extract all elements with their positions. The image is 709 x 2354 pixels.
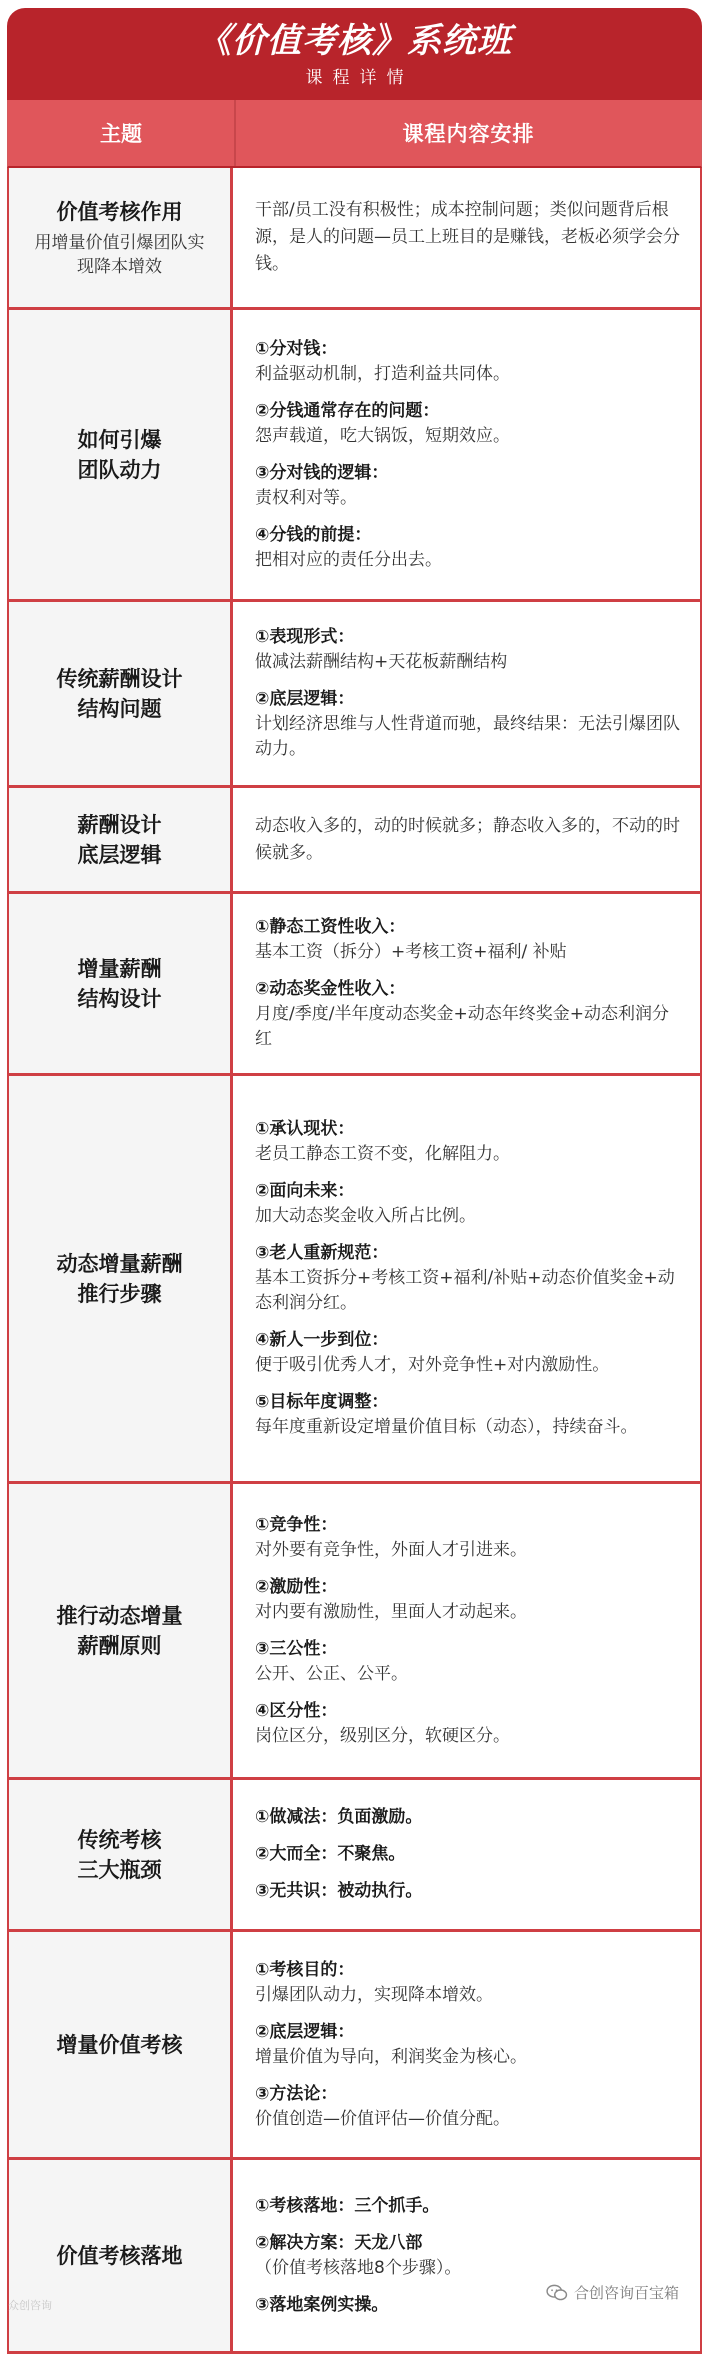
table-row [9,1780,700,1932]
content-item [255,2020,684,2070]
content-item [255,1842,684,1867]
topic-title: 价值考核落地 [56,2243,183,2268]
content-item-desc: 岗位区分，级别区分，软硬区分。 [255,1725,510,1746]
topic-title: 传统薪酬设计结构问题 [56,666,183,721]
content-text: 干部/员工没有积极性；成本控制问题；类似问题背后根源，是人的问题—员工上班目的是赚钱，老板必须学会分钱。 [255,200,680,274]
topic-cell [9,310,233,599]
topic-title: 增量价值考核 [56,2032,183,2057]
content-item [255,461,684,511]
content-item [255,1575,684,1625]
content-cell [233,788,700,891]
content-item-desc: 引爆团队动力，实现降本增效。 [255,1984,493,2005]
content-cell [233,310,700,599]
content-item-title: ③老人重新规范： [255,1243,389,1263]
table-row [9,788,700,894]
content-item-desc: 对内要有激励性，里面人才动起来。 [255,1601,527,1622]
content-item-desc: 月度/季度/半年度动态奖金+动态年终奖金+动态利润分红 [255,1004,669,1049]
content-text: 动态收入多的，动的时候就多；静态收入多的，不动的时候就多。 [255,815,680,863]
topic-title: 价值考核作用 [56,199,183,224]
content-item-title: ③三公性： [255,1638,338,1659]
content-item-title: ②解决方案：天龙八部 [255,2232,423,2253]
content-item-title: ②激励性： [255,1576,338,1597]
content-item [255,2082,684,2132]
content-item-desc: 计划经济思维与人性背道而驰，最终结果：无法引爆团队动力。 [255,714,680,759]
content-item [255,523,684,573]
content-item-desc: 老员工静态工资不变，化解阻力。 [255,1144,510,1164]
content-cell [233,602,700,785]
topic-title: 增量薪酬结构设计 [77,956,162,1011]
content-item-desc: 基本工资（拆分）+考核工资+福利/ 补贴 [255,942,567,962]
content-item-desc: 怨声载道，吃大锅饭，短期效应。 [255,425,510,446]
watermark-right [546,2282,679,2303]
page-title: 《价值考核》系统班 [197,21,512,61]
topic-title: 推行动态增量薪酬原则 [56,1603,183,1658]
content-item-title: ②底层逻辑： [255,689,355,709]
table-row [9,602,700,788]
content-cell [233,894,700,1073]
content-item-title: ⑤目标年度调整： [255,1392,389,1412]
topic-title: 传统考核三大瓶颈 [77,1827,162,1882]
content-item-title: ①考核目的： [255,1959,355,1980]
content-item-title: ③无共识：被动执行。 [255,1881,423,1901]
topic-subtitle: 用增量价值引爆团队实现降本增效 [34,232,205,277]
wechat-icon [546,2284,568,2302]
content-item-title: ②大而全：不聚焦。 [255,1844,406,1864]
content-item-title: ②动态奖金性收入： [255,979,406,999]
table-row [9,168,700,310]
content-item-desc: 加大动态奖金收入所占比例。 [255,1206,476,1226]
footer [0,2284,709,2313]
topic-title: 如何引爆团队动力 [77,427,162,482]
content-item [255,1637,684,1687]
topic-cell [9,1076,233,1481]
table-row [9,1076,700,1484]
content-item [255,977,684,1052]
content-item-title: ③方法论： [255,2083,338,2104]
content-item-desc: 公开、公正、公平。 [255,1663,408,1684]
content-cell [233,1076,700,1481]
content-item-desc: 对外要有竞争性，外面人才引进来。 [255,1539,527,1560]
content-item [255,1241,684,1316]
content-item-desc: 价值创造—价值评估—价值分配。 [255,2108,510,2129]
content-item [255,2231,684,2281]
content-item-title: ③分对钱的逻辑： [255,462,389,483]
page-subtitle: 课程详情 [305,68,414,88]
content-item [255,1328,684,1378]
content-item-desc: 做减法薪酬结构+天花板薪酬结构 [255,652,508,672]
content-item-title: ②面向未来： [255,1181,355,1201]
content-item [255,399,684,449]
content-item [255,625,684,675]
content-item-title: ①做减法：负面激励。 [255,1807,423,1827]
content-item-title: ④新人一步到位： [255,1330,389,1350]
content-item-desc: 每年度重新设定增量价值目标（动态），持续奋斗。 [255,1417,638,1437]
content-cell [233,168,700,307]
content-item-title: ①表现形式： [255,627,355,647]
topic-cell [9,894,233,1073]
content-item [255,1513,684,1563]
content-item [255,1390,684,1440]
table-row [9,894,700,1076]
topic-cell [9,1780,233,1929]
content-cell [233,2160,700,2351]
content-item-desc: 基本工资拆分+考核工资+福利/补贴+动态价值奖金+动态利润分红。 [255,1268,675,1313]
table-row [9,1484,700,1780]
table-header [7,100,702,168]
content-item-title: ③落地案例实操。 [255,2294,389,2315]
content-item-title: ①竞争性： [255,1514,338,1535]
content-item-title: ④区分性： [255,1700,338,1721]
content-cell [233,1780,700,1929]
topic-cell [9,602,233,785]
title-banner [7,8,702,100]
content-cell [233,1484,700,1777]
header-topic: 主题 [8,100,236,166]
content-item [255,915,684,965]
content-cell [233,1932,700,2157]
content-item [255,1117,684,1167]
topic-title: 动态增量薪酬推行步骤 [56,1251,183,1306]
content-item [255,2194,684,2219]
content-item-title: ①静态工资性收入： [255,917,406,937]
table-row [9,1932,700,2160]
content-item-desc: 便于吸引优秀人才，对外竞争性+对内激励性。 [255,1355,610,1375]
content-item [255,1179,684,1229]
content-item-title: ①承认现状： [255,1119,355,1139]
content-item [255,1699,684,1749]
watermark-left: 众创咨询 [8,2299,52,2312]
topic-title: 薪酬设计底层逻辑 [77,812,162,867]
content-item-title: ④分钱的前提： [255,524,372,545]
topic-cell [9,788,233,891]
content-item [255,1958,684,2008]
content-item-desc: （价值考核落地8个步骤）。 [255,2257,462,2278]
content-item [255,1879,684,1904]
content-item [255,1805,684,1830]
content-item [255,337,684,387]
content-item-title: ②分钱通常存在的问题： [255,400,440,421]
content-item-title: ①分对钱： [255,338,338,359]
content-item-desc: 增量价值为导向，利润奖金为核心。 [255,2046,527,2067]
content-item-desc: 把相对应的责任分出去。 [255,549,442,570]
topic-cell [9,2160,233,2351]
content-item-title: ①考核落地：三个抓手。 [255,2195,440,2216]
course-table [7,168,702,2354]
header-content: 课程内容安排 [402,122,535,146]
table-row [9,310,700,602]
topic-cell [9,1484,233,1777]
content-item-desc: 责权利对等。 [255,487,357,508]
content-item-desc: 利益驱动机制，打造利益共同体。 [255,363,510,384]
content-item-title: ②底层逻辑： [255,2021,355,2042]
topic-cell [9,168,233,307]
watermark-right-text: 合创咨询百宝箱 [573,2284,679,2302]
content-item [255,687,684,762]
topic-cell [9,1932,233,2157]
table-row [9,2160,700,2354]
